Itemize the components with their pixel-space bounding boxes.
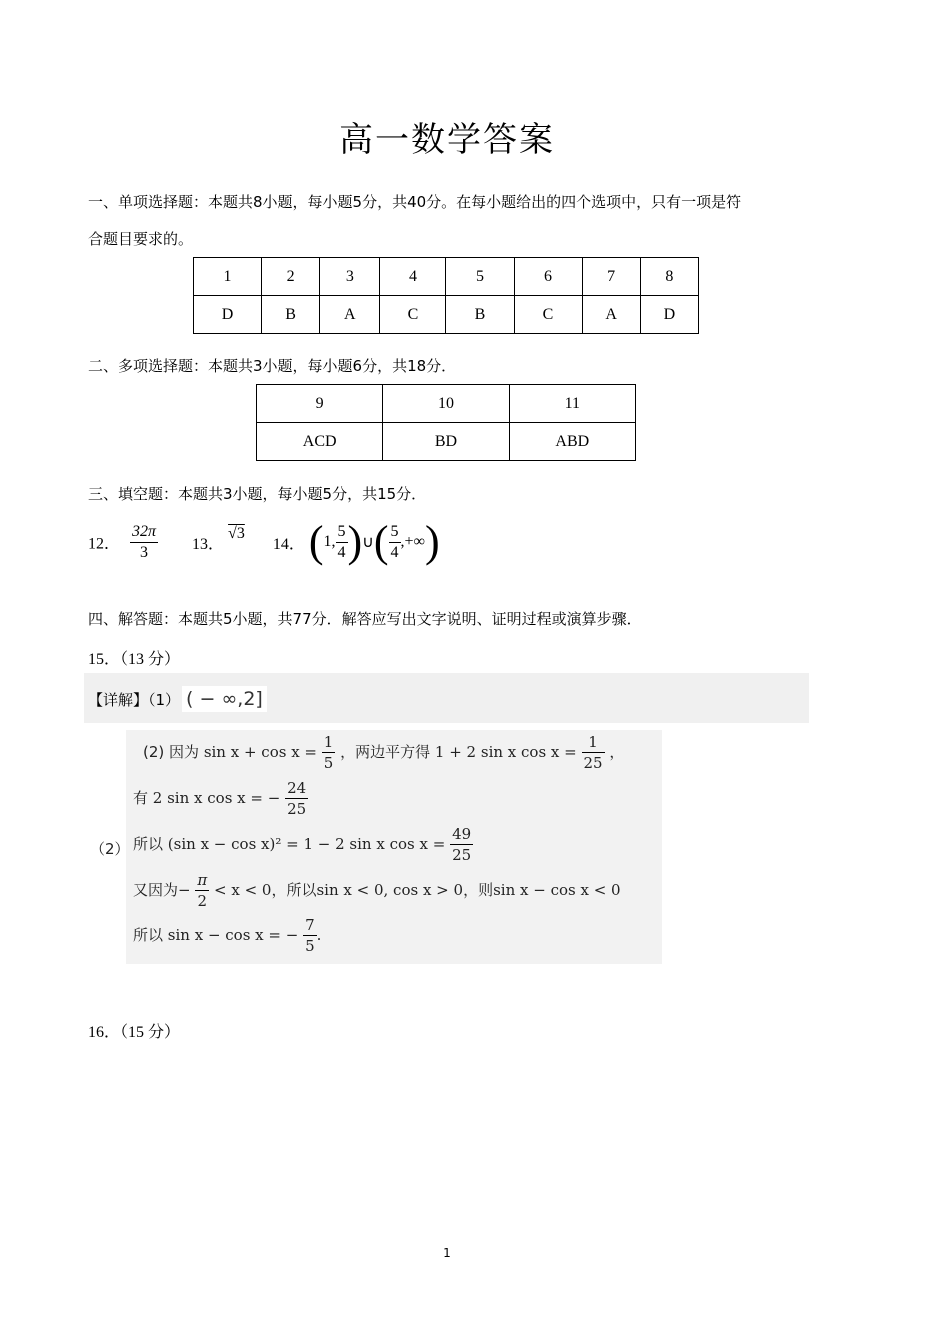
sol-line4-minus: − xyxy=(178,881,191,899)
q12-fraction xyxy=(130,522,158,563)
sol-line4-fraction xyxy=(195,870,209,911)
q14-part2-b: ,+∞ xyxy=(400,533,425,550)
solution-line-1 xyxy=(143,732,624,773)
solution-line-3 xyxy=(133,824,473,865)
table-cell: ABD xyxy=(509,423,635,461)
table-cell: 7 xyxy=(582,258,640,296)
q12-denominator: 3 xyxy=(140,543,149,561)
numerator: 1 xyxy=(582,732,605,753)
table-cell: ACD xyxy=(257,423,383,461)
numerator: 1 xyxy=(323,733,334,751)
table-cell: A xyxy=(582,296,640,334)
sol-line2-fraction xyxy=(285,778,308,819)
q13-answer: √3 xyxy=(228,525,245,542)
denominator: 25 xyxy=(452,846,472,864)
sol-line1-mid: ，两边平方得 xyxy=(340,743,431,761)
table-cell: C xyxy=(514,296,582,334)
denominator: 5 xyxy=(305,937,315,955)
q16-label: 16．（15 分） xyxy=(88,1024,181,1041)
sol-line4-prefix: 又因为 xyxy=(133,881,179,899)
solution-side-label: （2） xyxy=(90,840,130,858)
sol-line1-expr2: 1 + 2 sin x cos x = xyxy=(434,743,577,761)
q15-label: 15．（13 分） xyxy=(88,651,181,668)
table-cell: D xyxy=(194,296,262,334)
solution-line-5 xyxy=(133,915,321,956)
table-cell: 3 xyxy=(320,258,380,296)
q14-part1-fraction xyxy=(336,522,348,563)
sol-line4-expr-c: sin x < 0, cos x > 0 xyxy=(316,881,464,899)
q12-label: 12． xyxy=(88,535,121,553)
sol-line4-mid: ，所以 xyxy=(271,881,317,899)
section2-heading: 二、多项选择题：本题共3小题，每小题6分，共18分． xyxy=(88,357,457,375)
sol-line1-end: ， xyxy=(609,743,625,761)
section1-heading-line1: 一、单项选择题：本题共8小题，每小题5分，共40分。在每小题给出的四个选项中，只有一项是符 xyxy=(88,193,742,211)
table-cell: 8 xyxy=(640,258,698,296)
sol-line5-prefix: 所以 xyxy=(133,926,164,944)
numerator: 24 xyxy=(287,779,307,797)
sol-line2-expr: 2 sin x cos x = − xyxy=(152,789,281,807)
single-choice-answer-table xyxy=(193,257,699,334)
q14-part1-denominator: 4 xyxy=(337,543,346,561)
detail-label: 【详解】（1） xyxy=(88,691,181,709)
table-cell: B xyxy=(262,296,320,334)
close-paren: ) xyxy=(424,517,440,566)
section4-heading: 四、解答题：本题共5小题，共77分．解答应写出文字说明、证明过程或演算步骤． xyxy=(88,610,642,628)
detail-line xyxy=(88,686,267,712)
multiple-choice-answer-table xyxy=(256,384,636,461)
table-cell: 10 xyxy=(383,385,509,423)
q14-part2-denominator: 4 xyxy=(390,543,399,561)
section1-heading-line2: 合题目要求的。 xyxy=(88,230,194,248)
sol-line3-prefix: 所以 xyxy=(133,835,164,853)
solution-line-4 xyxy=(133,870,621,911)
denominator: 25 xyxy=(583,754,603,772)
sol-line1-fraction2 xyxy=(582,732,605,773)
table-cell: 4 xyxy=(380,258,446,296)
table-cell: D xyxy=(640,296,698,334)
sol-line4-mid2: ，则 xyxy=(463,881,494,899)
sol-line1-expr: sin x + cos x = xyxy=(203,743,317,761)
q14-part1-a: 1, xyxy=(323,533,336,550)
table-cell: 2 xyxy=(262,258,320,296)
numerator: 7 xyxy=(305,916,315,934)
table-cell: B xyxy=(446,296,514,334)
numerator: π xyxy=(197,871,208,889)
sol-line3-fraction xyxy=(450,824,473,865)
table-cell: C xyxy=(380,296,446,334)
denominator: 25 xyxy=(287,800,307,818)
denominator: 5 xyxy=(323,754,334,772)
sol-line3-expr: (sin x − cos x)² = 1 − 2 sin x cos x = xyxy=(167,835,446,853)
sol-line5-expr: sin x − cos x = − xyxy=(167,926,299,944)
table-cell: 1 xyxy=(194,258,262,296)
sol-line2-prefix: 有 xyxy=(133,789,149,807)
q12-numerator: 32π xyxy=(130,522,158,543)
detail-interval: ( − ∞,2] xyxy=(182,686,267,712)
solution-line-2 xyxy=(133,778,308,819)
sol-line1-prefix: (2) 因为 xyxy=(143,743,200,761)
fill-in-answers xyxy=(88,517,440,580)
open-paren: ( xyxy=(373,517,389,566)
section3-heading: 三、填空题：本题共3小题，每小题5分，共15分． xyxy=(88,485,427,503)
close-paren: ) xyxy=(347,517,363,566)
table-row-numbers xyxy=(257,385,636,423)
table-cell: 6 xyxy=(514,258,582,296)
q14-part2-fraction xyxy=(389,522,401,563)
open-paren: ( xyxy=(308,517,324,566)
sol-line4-expr-d: sin x − cos x < 0 xyxy=(493,881,621,899)
table-cell: 5 xyxy=(446,258,514,296)
table-row-answers xyxy=(194,296,699,334)
sol-line4-expr-b: < x < 0 xyxy=(214,881,272,899)
sol-line5-end: . xyxy=(316,926,322,944)
table-cell: BD xyxy=(383,423,509,461)
q14-label: 14． xyxy=(272,535,305,553)
q13-label: 13． xyxy=(192,535,225,553)
page-number: 1 xyxy=(443,1246,451,1260)
denominator: 2 xyxy=(197,892,208,910)
table-cell: 9 xyxy=(257,385,383,423)
page-title: 高一数学答案 xyxy=(339,120,555,160)
numerator: 49 xyxy=(452,825,472,843)
q14-part2-numerator: 5 xyxy=(389,522,401,543)
sol-line5-fraction xyxy=(303,915,317,956)
sol-line1-fraction xyxy=(322,732,336,773)
table-row-numbers xyxy=(194,258,699,296)
table-cell: 11 xyxy=(509,385,635,423)
table-cell: A xyxy=(320,296,380,334)
q14-union: ∪ xyxy=(362,534,374,551)
q14-part1-numerator: 5 xyxy=(336,522,348,543)
table-row-answers xyxy=(257,423,636,461)
